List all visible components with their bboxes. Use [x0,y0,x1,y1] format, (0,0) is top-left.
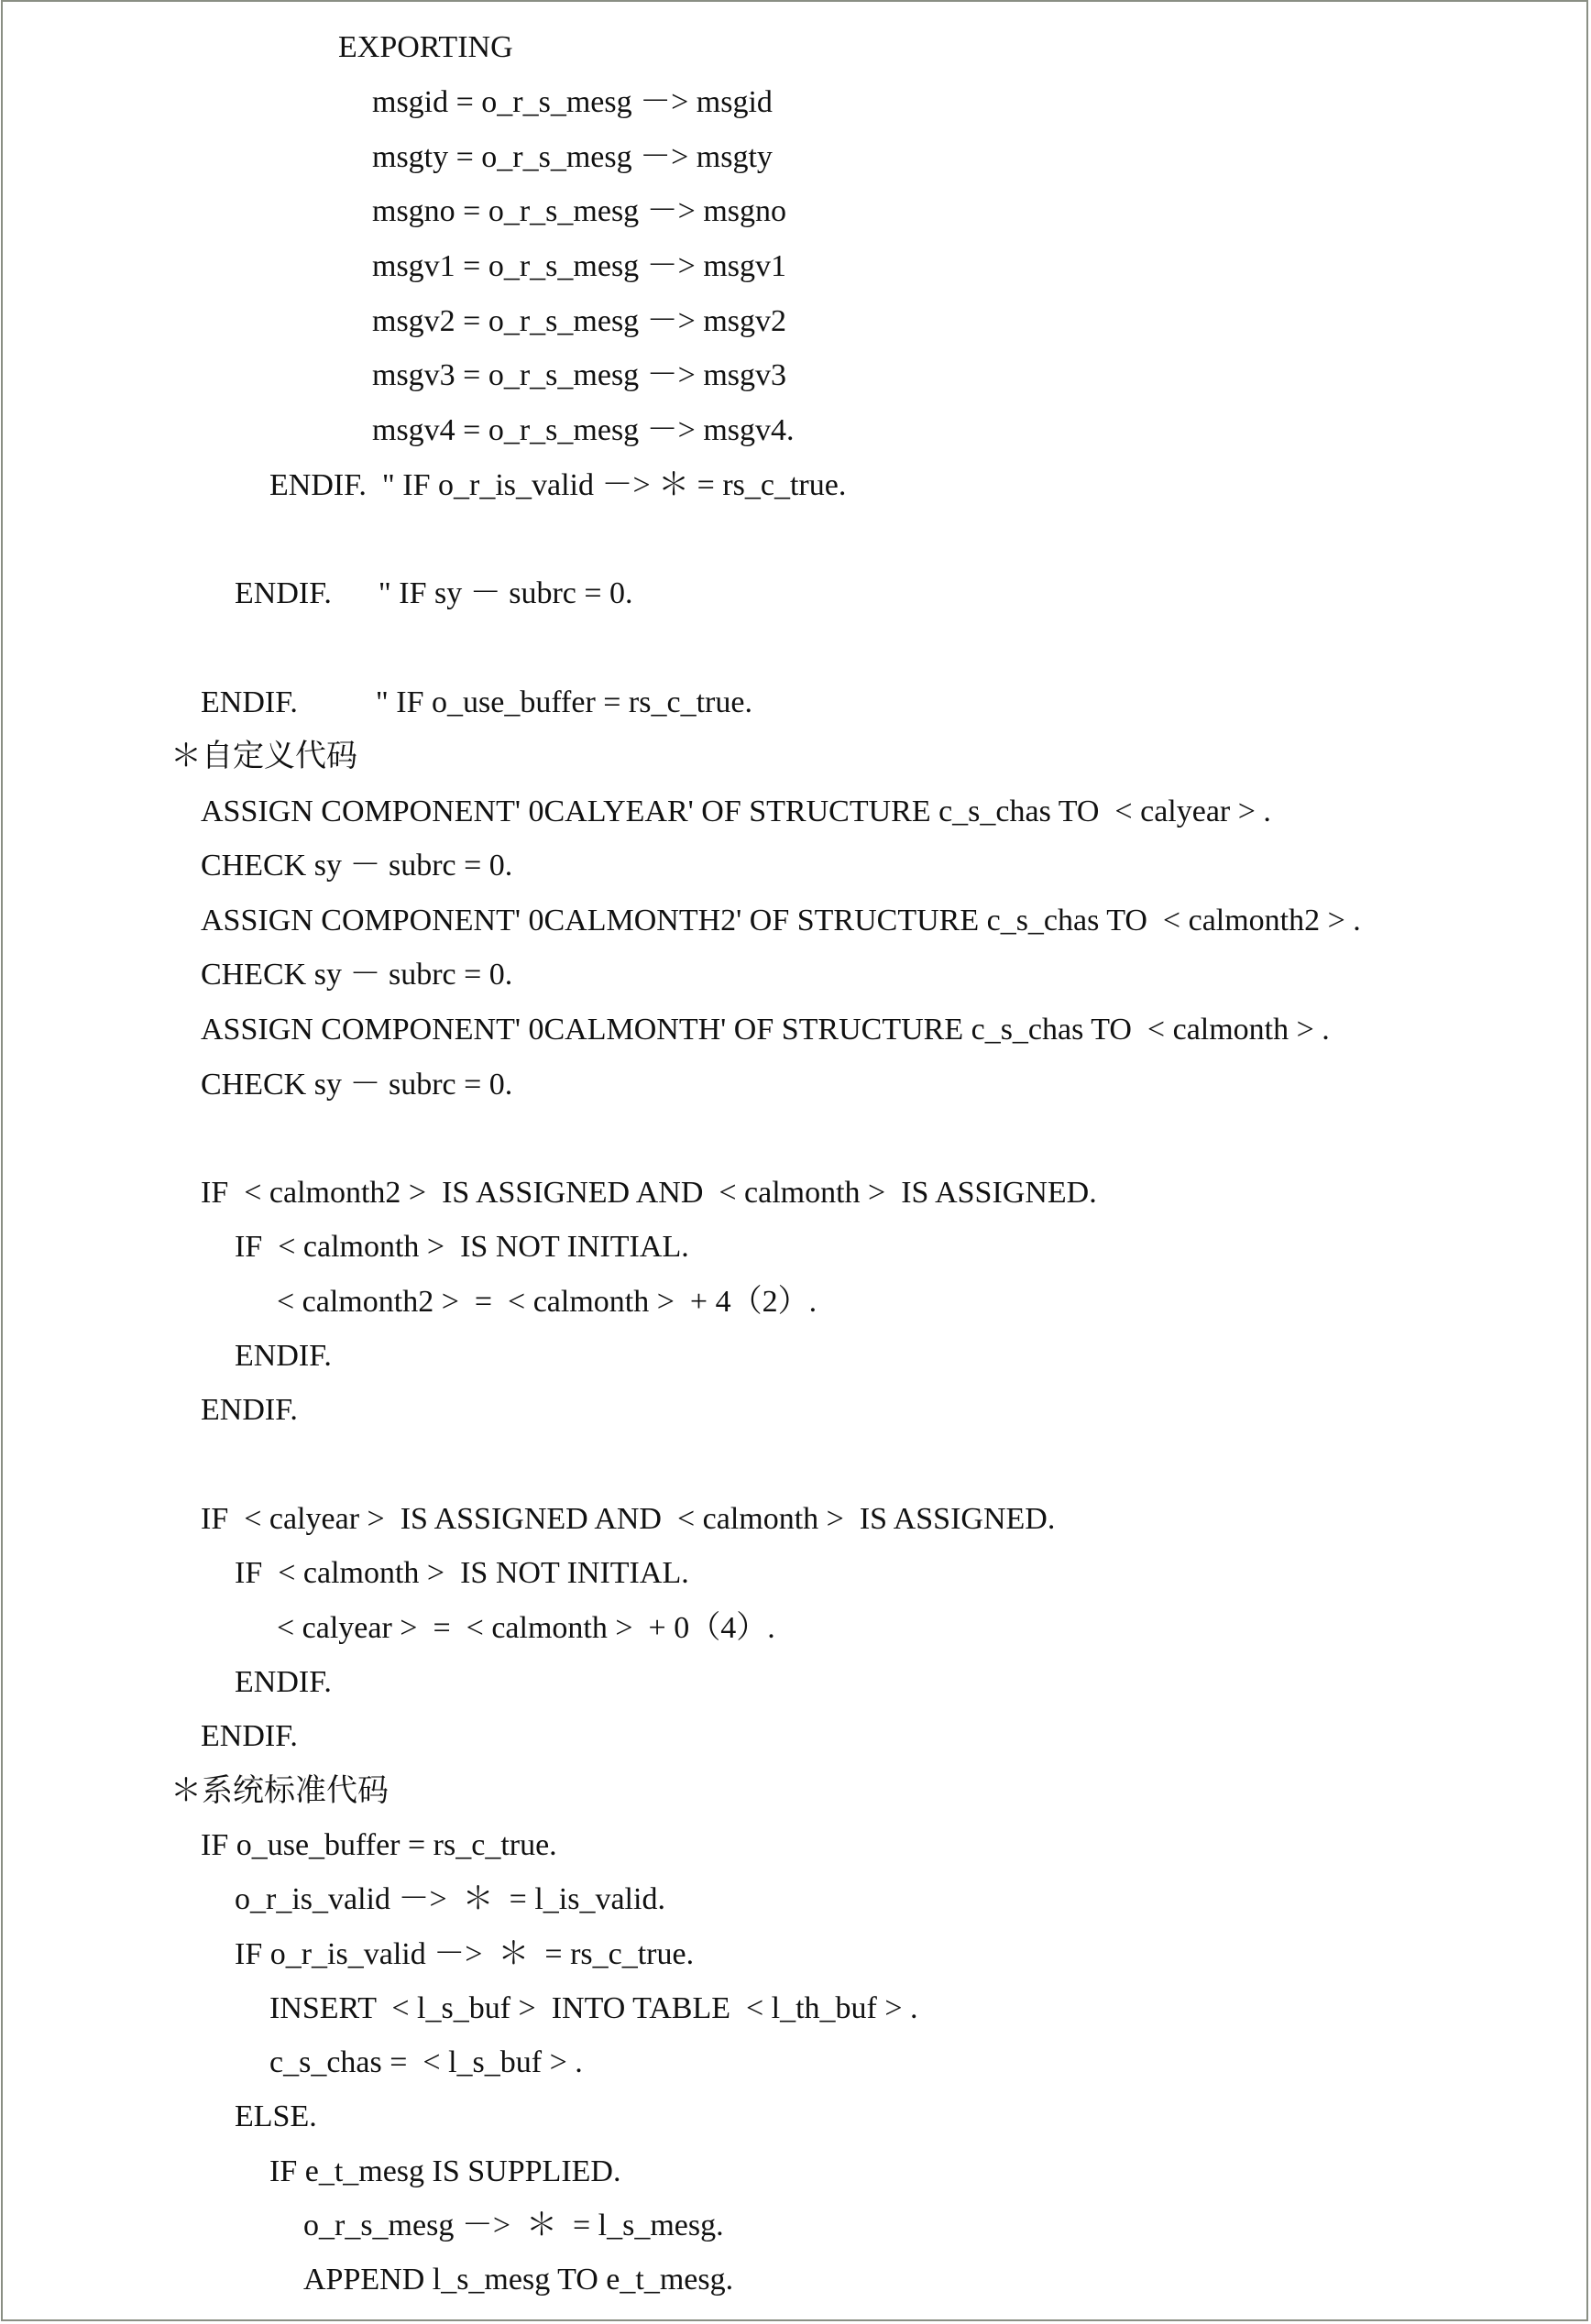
code-line: ASSIGN COMPONENT' 0CALMONTH' OF STRUCTURE c_s_chas TO < calmonth > . [201,1013,1330,1047]
code-line: IF o_r_is_valid －> ＊ = rs_c_true. [235,1937,695,1971]
code-line: ASSIGN COMPONENT' 0CALYEAR' OF STRUCTURE c_s_chas TO < calyear > . [201,795,1271,828]
code-line: c_s_chas = < l_s_buf > . [269,2045,583,2079]
code-line: ENDIF. " IF sy － subrc = 0. [235,576,633,610]
code-line: CHECK sy － subrc = 0. [201,849,513,882]
code-line: o_r_s_mesg －> ＊ = l_s_mesg. [303,2209,724,2242]
code-line: msgv4 = o_r_s_mesg －> msgv4. [372,413,795,447]
code-line: ASSIGN COMPONENT' 0CALMONTH2' OF STRUCTURE c_s_chas TO < calmonth2 > . [201,904,1361,937]
code-line: msgv2 = o_r_s_mesg －> msgv2 [372,304,787,338]
code-line: < calmonth2 > = < calmonth > + 4（2）. [277,1285,817,1319]
code-line: ENDIF. [235,1665,332,1699]
code-line: IF < calmonth > IS NOT INITIAL. [235,1230,689,1264]
code-line: ENDIF. [201,1393,298,1427]
section-comment: ＊自定义代码 [170,740,357,773]
code-line: EXPORTING [338,30,513,64]
code-line: IF e_t_mesg IS SUPPLIED. [269,2154,621,2188]
code-line: ENDIF. [235,1339,332,1373]
code-line: ENDIF. " IF o_use_buffer = rs_c_true. [201,685,752,719]
code-line: ELSE. [235,2099,317,2133]
code-line: msgid = o_r_s_mesg －> msgid [372,85,773,119]
code-line: IF < calmonth > IS NOT INITIAL. [235,1556,689,1590]
code-line: msgv1 = o_r_s_mesg －> msgv1 [372,249,787,283]
code-line: IF < calyear > IS ASSIGNED AND < calmonth > IS ASSIGNED. [201,1502,1056,1536]
code-line: CHECK sy － subrc = 0. [201,1068,513,1102]
code-line: msgv3 = o_r_s_mesg －> msgv3 [372,358,787,392]
code-line: msgty = o_r_s_mesg －> msgty [372,140,773,174]
code-line: CHECK sy － subrc = 0. [201,958,513,992]
code-line: IF < calmonth2 > IS ASSIGNED AND < calmonth > IS ASSIGNED. [201,1176,1097,1210]
code-line: ENDIF. " IF o_r_is_valid －> ＊ = rs_c_true. [269,468,847,502]
code-line: APPEND l_s_mesg TO e_t_mesg. [303,2263,734,2297]
code-line: ENDIF. [201,1719,298,1753]
code-line: < calyear > = < calmonth > + 0（4）. [277,1611,775,1645]
code-line: o_r_is_valid －> ＊ = l_is_valid. [235,1882,665,1916]
section-comment: ＊系统标准代码 [170,1774,389,1808]
code-line: msgno = o_r_s_mesg －> msgno [372,194,787,228]
code-line: INSERT < l_s_buf > INTO TABLE < l_th_buf > . [269,1991,918,2025]
code-line: IF o_use_buffer = rs_c_true. [201,1828,557,1862]
